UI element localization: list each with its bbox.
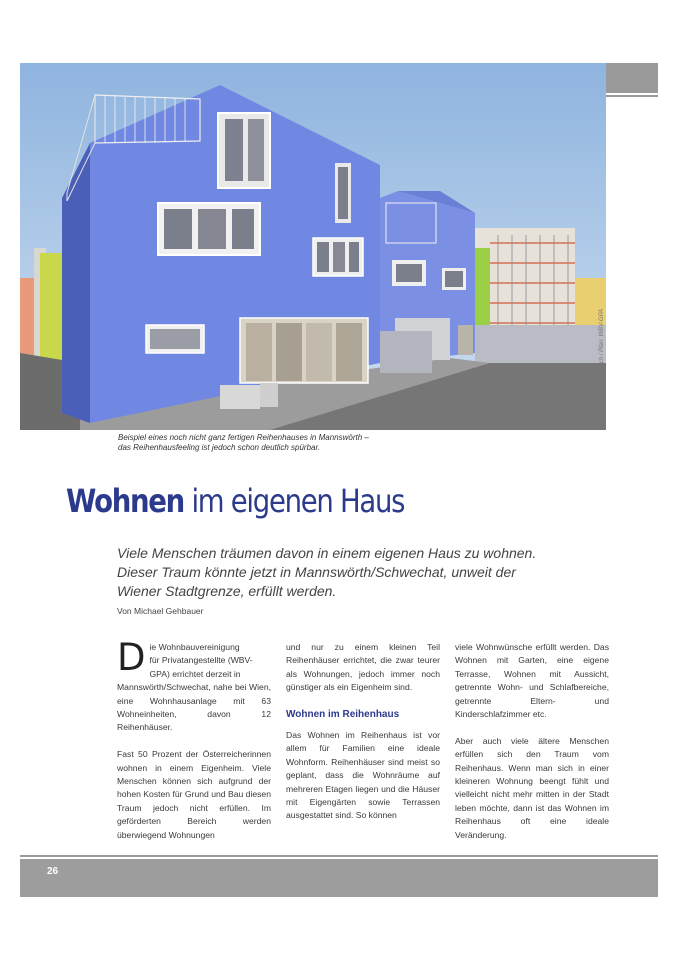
article-photo xyxy=(20,63,606,430)
article-column-2 xyxy=(286,641,440,836)
dropcap: D xyxy=(117,636,146,679)
corner-rule xyxy=(606,95,658,97)
headline-rest: im eigenen Haus xyxy=(191,482,405,520)
article-column-3 xyxy=(455,641,609,855)
footer-bar xyxy=(20,859,658,897)
headline-bold: Wohnen xyxy=(66,482,184,520)
paragraph-intro xyxy=(117,636,271,735)
intro-line: GPA) errichtet derzeit in xyxy=(149,668,241,679)
paragraph: Das Wohnen im Reihenhaus ist vor allem für Familien eine ideale Wohnform. Reihenhäuser sind meist so geplant, dass die Wohnräume auf mehreren Etagen liegen und die Häuser mit Eigengärten sowie Terrassen ausgestattet sind. So können xyxy=(286,730,440,821)
author-byline: Von Michael Gehbauer xyxy=(117,606,204,616)
subheading: Wohnen im Reihenhaus xyxy=(286,709,400,721)
corner-tab xyxy=(606,63,658,93)
paragraph: und nur zu einem kleinen Teil Reihenhäuser errichtet, die zwar teurer als Wohnungen, jedoch immer noch günstiger als ein Eigenheim sind. xyxy=(286,642,440,693)
house-photo xyxy=(20,63,606,430)
footer-rule xyxy=(20,855,658,857)
article-column-1 xyxy=(117,636,271,855)
paragraph: viele Wohnwünsche erfüllt werden. Das Wohnen mit Garten, eine eigene Terrasse, Wohnen mit Aussicht, getrennte Wohn- und Schlafbereiche, getrennte Eltern- und Kinderschlafzimmer etc. xyxy=(455,642,609,720)
paragraph: Fast 50 Prozent der Österreicherinnen wohnen in einem Eigenheim. Viele Menschen können sich aufgrund der hohen Kosten für Grund und Bau diesen Traum jedoch nicht erfüllen. Im geförderten Bereich werden überwiegend Wohnungen xyxy=(117,749,271,840)
article-headline xyxy=(66,482,404,520)
intro-line: für Privatangestellte (WBV- xyxy=(149,655,253,666)
article-lead xyxy=(117,544,577,601)
photo-credit: © Foto: Claudio Farkasch / Plan: WBV-GPA xyxy=(599,308,605,425)
lead-line: Dieser Traum könnte jetzt in Mannswörth/Schwechat, unweit der xyxy=(117,564,516,580)
intro-line: ie Wohnbauvereinigung xyxy=(149,642,240,652)
caption-line: Beispiel eines noch nicht ganz fertigen Reihenhauses in Mannswörth – xyxy=(118,433,369,442)
paragraph: Aber auch viele ältere Menschen erfüllen sich den Traum vom Reihenhaus. Wenn man sich in einer kleineren Wohnung beengt fühlt und vielleicht nicht mehr mitten in der Stadt leben möchte, dann ist das Wohnen im Reihenhaus oft eine ideale Veränderung. xyxy=(455,735,609,840)
caption-line: das Reihenhausfeeling ist jedoch schon deutlich spürbar. xyxy=(118,443,321,452)
intro-rest: Mannswörth/Schwechat, nahe bei Wien, eine Wohnhausanlage mit 63 Wohneinheiten, davon 12 Reihenhäuser. xyxy=(117,682,271,733)
lead-line: Wiener Stadtgrenze, erfüllt werden. xyxy=(117,583,337,599)
photo-caption xyxy=(118,433,418,453)
lead-line: Viele Menschen träumen davon in einem eigenen Haus zu wohnen. xyxy=(117,545,537,561)
page-number: 26 xyxy=(47,866,59,877)
